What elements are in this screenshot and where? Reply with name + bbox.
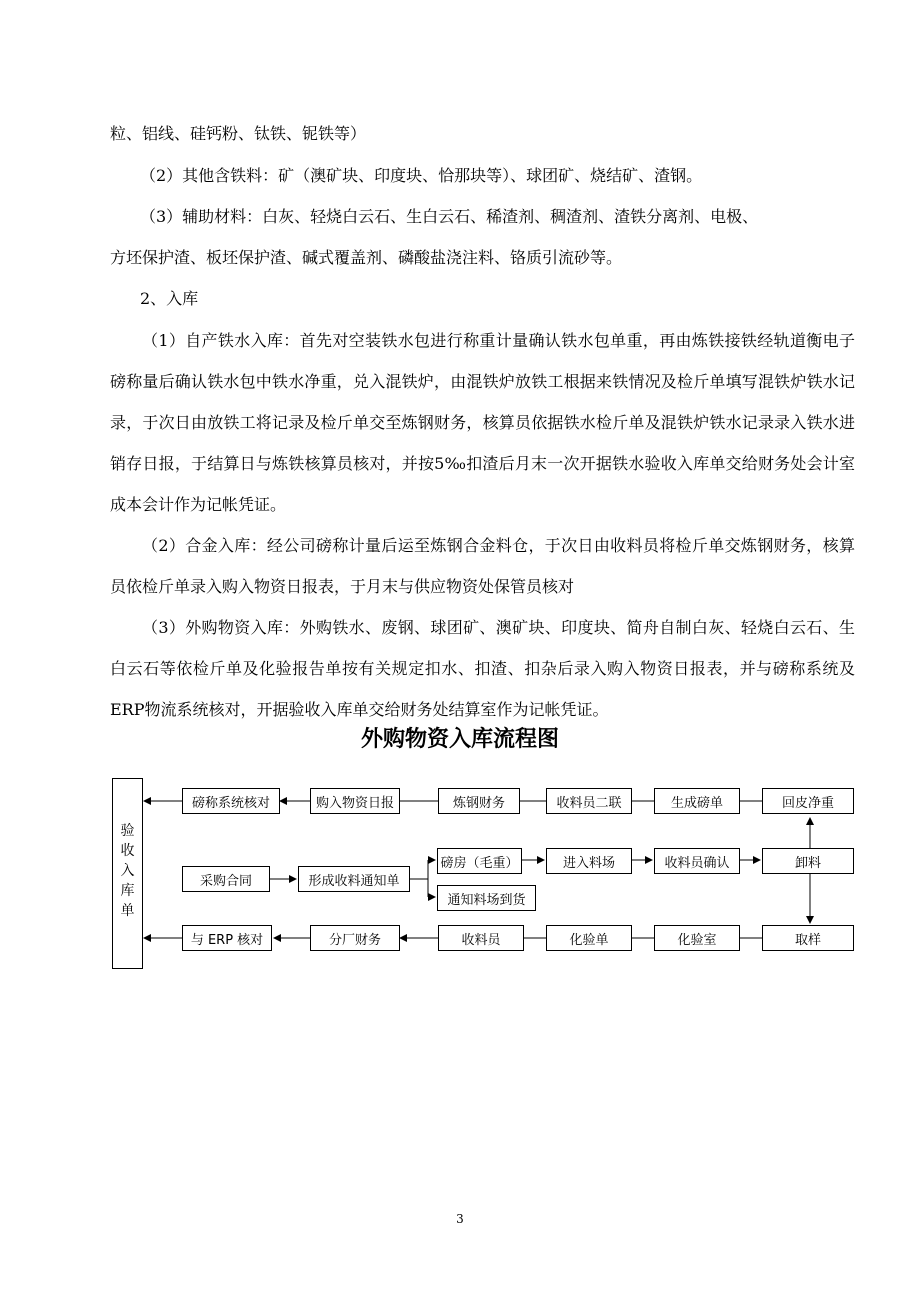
box-lab-report: 化验单	[546, 925, 632, 951]
box-purchase-contract: 采购合同	[182, 866, 270, 892]
box-laboratory: 化验室	[654, 925, 740, 951]
box-receipt-notice: 形成收料通知单	[298, 866, 410, 892]
acceptance-slip-char: 单	[120, 903, 135, 919]
acceptance-slip-char: 验	[120, 823, 135, 839]
box-tare-net-weight: 回皮净重	[762, 788, 854, 814]
flowchart-title: 外购物资入库流程图	[360, 727, 559, 752]
box-purchase-daily-report: 购入物资日报	[310, 788, 400, 814]
box-receiver: 收料员	[438, 925, 524, 951]
box-weighhouse-gross: 磅房（毛重）	[437, 848, 522, 874]
text-line-2: （2）其他含铁料：矿（澳矿块、印度块、恰那块等）、球团矿、烧结矿、渣钢。	[140, 166, 703, 185]
page-number: 3	[456, 1212, 464, 1226]
paragraph-alloy-intake: （2）合金入库：经公司磅称计量后运至炼钢合金料仓，于次日由收料员将检斤单交炼钢财务，核算员依检斤单录入购入物资日报表，于月末与供应物资处保管员核对	[110, 536, 855, 596]
box-generate-weigh-slip: 生成磅单	[654, 788, 740, 814]
box-unloading: 卸料	[762, 848, 854, 874]
acceptance-slip-char: 收	[120, 843, 135, 859]
text-line-3: （3）辅助材料：白灰、轻烧白云石、生白云石、稀渣剂、稠渣剂、渣铁分离剂、电极、	[140, 207, 759, 226]
box-steelmaking-finance: 炼钢财务	[438, 788, 520, 814]
acceptance-slip-box	[112, 778, 143, 969]
acceptance-slip-char: 库	[120, 883, 135, 899]
text-line-4: 方坯保护渣、板坯保护渣、碱式覆盖剂、磷酸盐浇注料、铬质引流砂等。	[110, 248, 623, 267]
box-notify-yard-arrival: 通知料场到货	[437, 885, 536, 911]
box-receiver-copy2: 收料员二联	[546, 788, 632, 814]
paragraph-purchased-intake: （3）外购物资入库：外购铁水、废钢、球团矿、澳矿块、印度块、简舟自制白灰、轻烧白云石、生白云石等依检斤单及化验报告单按有关规定扣水、扣渣、扣杂后录入购入物资日报表，并与磅称系统及ERP物流系统核对，开据验收入库单交给财务处结算室作为记帐凭证。	[110, 618, 855, 719]
section-heading: 2、入库	[140, 289, 199, 308]
box-erp-check: 与 ERP 核对	[182, 925, 272, 951]
text-line-1: 粒、铝线、硅钙粉、钛铁、铌铁等）	[110, 124, 367, 143]
box-receiver-confirm: 收料员确认	[654, 848, 740, 874]
box-sampling: 取样	[762, 925, 854, 951]
acceptance-slip-char: 入	[120, 863, 135, 879]
box-branch-finance: 分厂财务	[310, 925, 400, 951]
box-scale-system-check: 磅称系统核对	[182, 788, 280, 814]
paragraph-iron-intake: （1）自产铁水入库：首先对空装铁水包进行称重计量确认铁水包单重，再由炼铁接铁经轨道衡电子磅称量后确认铁水包中铁水净重，兑入混铁炉，由混铁炉放铁工根据来铁情况及检斤单填写混铁炉铁水记录，于次日由放铁工将记录及检斤单交至炼钢财务，核算员依据铁水检斤单及混铁炉铁水记录录入铁水进销存日报，于结算日与炼铁核算员核对，并按5‰扣渣后月末一次开据铁水验收入库单交给财务处会计室成本会计作为记帐凭证。	[110, 331, 855, 514]
box-enter-yard: 进入料场	[546, 848, 632, 874]
